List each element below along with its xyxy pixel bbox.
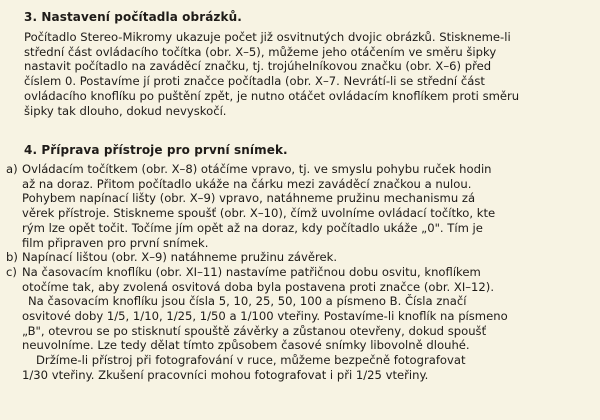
paragraph-line: Na časovacím knoflíku (obr. XI–11) nastavíme patřičnou dobu osvitu, knoflíkem (22, 264, 481, 279)
paragraph-line: střední část ovládacího točítka (obr. X–5), můžeme jeho otáčením ve směru šipky (24, 44, 497, 59)
list-marker: a) (6, 162, 18, 176)
paragraph-line: číslem 0. Postavíme jí proti značce počítadla (obr. X–7. Nevrátí-li se střední část (24, 74, 485, 89)
list-item-b (6, 250, 591, 265)
list-item-c (6, 265, 591, 383)
paragraph-line: 1/30 vteřiny. Zkušení pracovníci mohou fotografovat i při 1/25 vteřiny. (22, 367, 429, 382)
paragraph-line: ovládacího knoflíku po puštění zpět, je nutno otáčet ovládacím knoflíkem proti směru (24, 88, 520, 103)
paragraph-line: šipky tak dlouho, dokud nevyskočí. (24, 103, 227, 118)
paragraph-line: Počítadlo Stereo-Mikromy ukazuje počet již osvitnutých dvojic obrázků. Stiskneme-li (24, 30, 511, 44)
section-3-paragraph (24, 30, 584, 118)
paragraph-line: Napínací lištou (obr. X–9) natáhneme pružinu závěrek. (22, 250, 338, 265)
list-marker: c) (6, 264, 17, 279)
list-marker: b) (6, 250, 18, 265)
section-4-list (6, 162, 591, 383)
paragraph-line: „B", otevrou se po stisknutí spouště závěrky a zůstanou otevřeny, dokud spoušť (22, 323, 487, 338)
section-4-heading: 4. Příprava přístroje pro první snímek. (24, 143, 288, 157)
paragraph-line: otočíme tak, aby zvolená osvitová doba byla postavena proti značce (obr. XI–12). (22, 279, 495, 294)
paragraph-line: Na časovacím knoflíku jsou čísla 5, 10, 25, 50, 100 a písmeno B. Čísla značí (28, 294, 467, 309)
paragraph-line: osvitové doby 1/5, 1/10, 1/25, 1/50 a 1/100 vteřiny. Postavíme-li knoflík na písmeno (22, 309, 508, 324)
list-item-a (6, 162, 591, 250)
paragraph-line: Držíme-li přístroj při fotografování v ruce, můžeme bezpečně fotografovat (36, 353, 466, 368)
paragraph-line: neuvolníme. Lze tedy dělat tímto způsobem časové snímky libovolně dlouhé. (22, 338, 470, 353)
paragraph-line: nastavit počítadlo na zaváděcí značku, tj. trojúhelníkovou značku (obr. X–6) před (24, 59, 492, 74)
paragraph-line: rým lze opět točit. Točíme jím opět až na doraz, kdy počítadlo ukáže „0". Tím je (22, 220, 483, 235)
section-3-heading: 3. Nastavení počítadla obrázků. (24, 10, 242, 24)
paragraph-line: až na doraz. Přitom počítadlo ukáže na čárku mezi zaváděcí značkou a nulou. (22, 176, 472, 191)
paragraph-line: věrek přístroje. Stiskneme spoušť (obr. X–10), čímž uvolníme ovládací točítko, kte (22, 206, 496, 221)
paragraph-line: Pohybem napínací lišty (obr. X–9) vpravo, natáhneme pružinu mechanismu zá (22, 191, 476, 206)
paragraph-line: film připraven pro první snímek. (22, 235, 209, 250)
paragraph-line: Ovládacím točítkem (obr. X–8) otáčíme vpravo, tj. ve smyslu pohybu ruček hodin (22, 162, 492, 176)
